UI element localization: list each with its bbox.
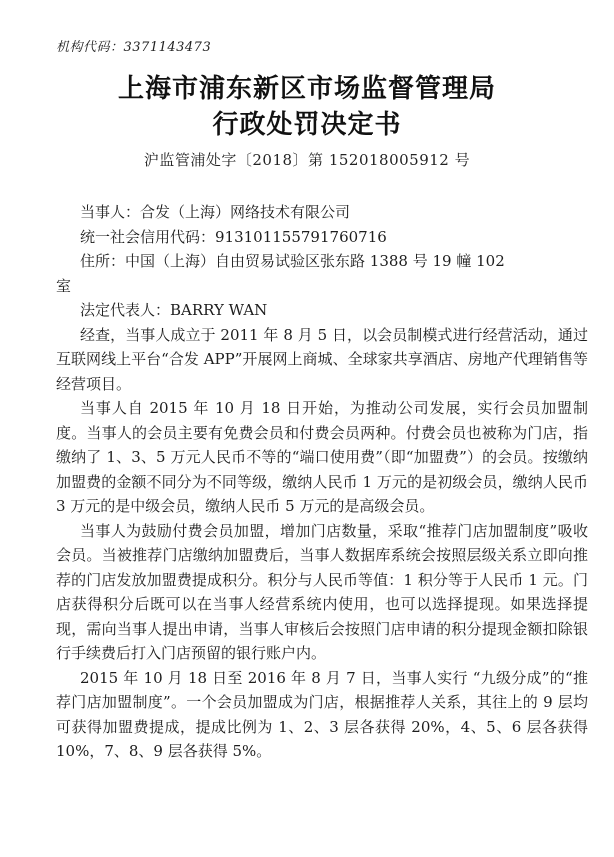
document-number: 沪监管浦处字〔2018〕第 152018005912 号 (143, 151, 471, 169)
party-address-continued: 室 (56, 276, 72, 295)
party-legal-representative: 法定代表人：BARRY WAN (80, 301, 268, 319)
party-credit-code: 统一社会信用代码：913101155791760716 (80, 227, 387, 246)
paragraph-nine-level-commission: 2015 年 10 月 18 日至 2016 年 8 月 7 日，当事人实行 “九级分成”的“推荐门店加盟制度”。一个会员加盟成为门店，根据推荐人关系，其往上的 9 层均可获得加盟费提成，提成比例为 1、2、3 层各获得 20%，4、5、6 层各获得 10%，7、8、9 层各获得 5%。 (56, 668, 588, 760)
org-code: 机构代码：3371143473 (56, 40, 212, 55)
paragraph-membership-system: 当事人自 2015 年 10 月 18 日开始，为推动公司发展，实行会员加盟制度。当事人的会员主要有免费会员和付费会员两种。付费会员也被称为门店，指缴纳了 1、3、5 万元人民币不等的“端口使用费”（即“加盟费”）的会员。按缴纳加盟费的金额不同分为不同等级，缴纳人民币 1 万元的是初级会员，缴纳人民币 3 万元的是中级会员，缴纳人民币 5 万元的是高级会员。 (56, 399, 588, 515)
document-title-type: 行政处罚决定书 (212, 110, 402, 140)
document-title-authority: 上海市浦东新区市场监督管理局 (117, 74, 496, 104)
document-body (56, 200, 588, 764)
paragraph-referral-system: 当事人为鼓励付费会员加盟，增加门店数量，采取“推荐门店加盟制度”吸收会员。当被推荐门店缴纳加盟费后，当事人数据库系统会按照层级关系立即向推荐的门店发放加盟费提成积分。积分与人民币等值：1 积分等于人民币 1 元。门店获得积分后既可以在当事人经营系统内使用，也可以选择提现。如果选择提现，需向当事人提出申请，当事人审核后会按照门店申请的积分提现金额扣除银行手续费后打入门店预留的银行账户内。 (56, 521, 588, 662)
party-name: 当事人：合发（上海）网络技术有限公司 (80, 203, 351, 221)
paragraph-company-overview: 经查，当事人成立于 2011 年 8 月 5 日，以会员制模式进行经营活动，通过互联网线上平台“合发 APP”开展网上商城、全球家共享酒店、房地产代理销售等经营项目。 (56, 325, 588, 393)
party-address: 住所：中国（上海）自由贸易试验区张东路 1388 号 19 幢 102 (80, 252, 505, 270)
